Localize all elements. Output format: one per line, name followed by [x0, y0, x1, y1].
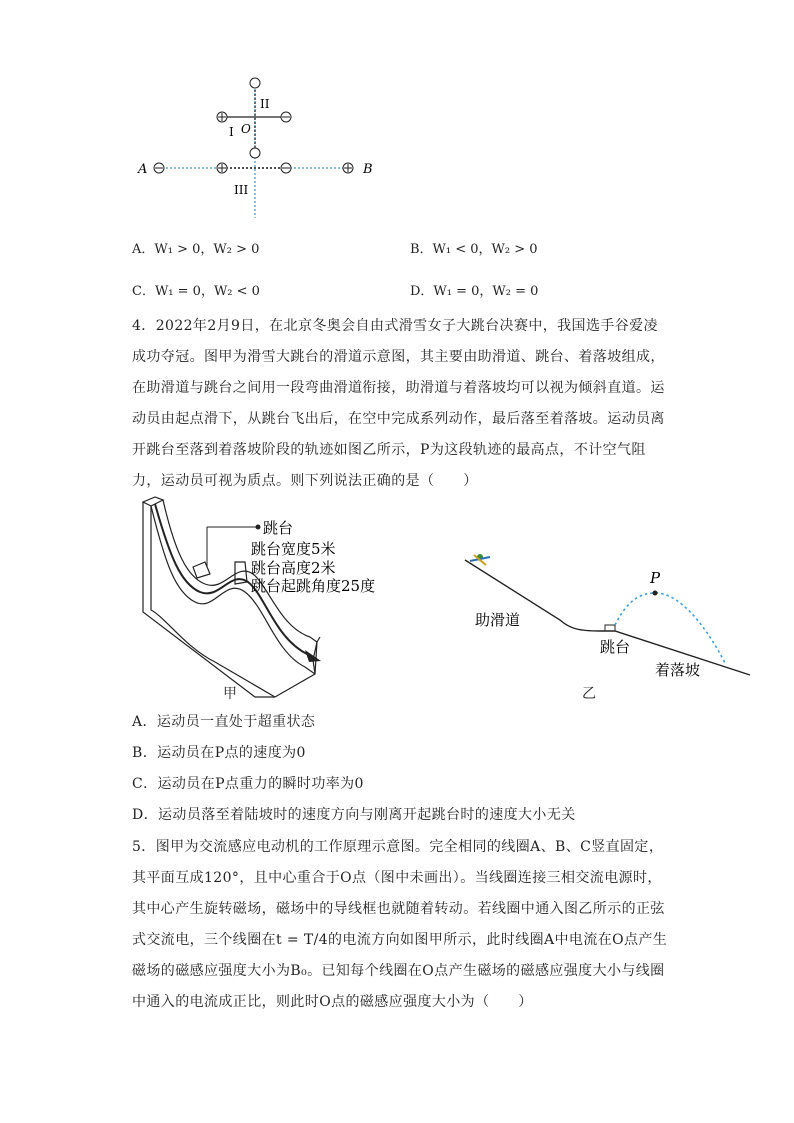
- label-zhuoluopo: 着落坡: [655, 661, 701, 679]
- label-tiaotai: 跳台: [263, 519, 294, 537]
- label-B: B: [363, 162, 373, 177]
- label-tiaotai-yi: 跳台: [600, 638, 631, 656]
- charge-diagram: [130, 70, 390, 220]
- label-angle: 跳台起跳角度25度: [251, 577, 376, 595]
- q4-option-c: C．运动员在P点重力的瞬时功率为0: [132, 776, 364, 792]
- q5-question-text: 5．图甲为交流感应电动机的工作原理示意图。完全相同的线圈A、B、C竖直固定，其平面互成120°，且中心重合于O点（图中未画出）。当线圈连接三相交流电源时，其中心产生旋转磁场，磁场中的导线框也就随着转动。若线圈中通入图乙所示的正弦式交流电，三个线圈在t = T/4的电流方向如图甲所示，此时线圈A中电流在O点产生磁场的磁感应强度大小为B₀。已知每个线圈在O点产生磁场的磁感应强度大小与线圈中通入的电流成正比，则此时O点的磁感应强度大小为（ ）: [132, 839, 668, 1010]
- label-O: O: [241, 122, 251, 136]
- label-height: 跳台高度2米: [251, 559, 336, 577]
- q3-option-b: B．W₁ < 0，W₂ > 0: [410, 242, 538, 257]
- label-II: II: [260, 97, 270, 111]
- label-I: I: [229, 125, 234, 139]
- label-zhuhuadao: 助滑道: [475, 611, 521, 629]
- label-P: P: [650, 569, 661, 587]
- figure-jia-caption: 甲: [223, 686, 237, 702]
- q4-question-text: 4．2022年2月9日，在北京冬奥会自由式滑雪女子大跳台决赛中，我国选手谷爱凌成功夺冠。图甲为滑雪大跳台的滑道示意图，其主要由助滑道、跳台、着落坡组成，在助滑道与跳台之间用一段弯曲滑道衔接，助滑道与着落坡均可以视为倾斜直道。运动员由起点滑下，从跳台飞出后，在空中完成系列动作，最后落至着落坡。运动员离开跳台至落到着落坡阶段的轨迹如图乙所示，P为这段轨迹的最高点，不计空气阻力，运动员可视为质点。则下列说法正确的是（ ）: [132, 318, 665, 489]
- figure-jia: [135, 492, 415, 707]
- q3-option-c: C．W₁ = 0，W₂ < 0: [132, 284, 260, 299]
- q4-option-b: B．运动员在P点的速度为0: [132, 745, 306, 761]
- q3-option-d: D．W₁ = 0，W₂ = 0: [410, 284, 539, 299]
- figure-yi: [460, 545, 760, 695]
- q4-option-d: D．运动员落至着陆坡时的速度方向与刚离开起跳台时的速度大小无关: [132, 807, 576, 823]
- figure-yi-caption: 乙: [582, 686, 596, 702]
- skier-icon: [470, 554, 490, 565]
- q3-option-a: A．W₁ > 0，W₂ > 0: [132, 242, 260, 257]
- q4-option-a: A．运动员一直处于超重状态: [132, 714, 316, 730]
- label-III: III: [234, 183, 249, 197]
- label-A: A: [138, 162, 148, 177]
- label-width: 跳台宽度5米: [251, 540, 336, 558]
